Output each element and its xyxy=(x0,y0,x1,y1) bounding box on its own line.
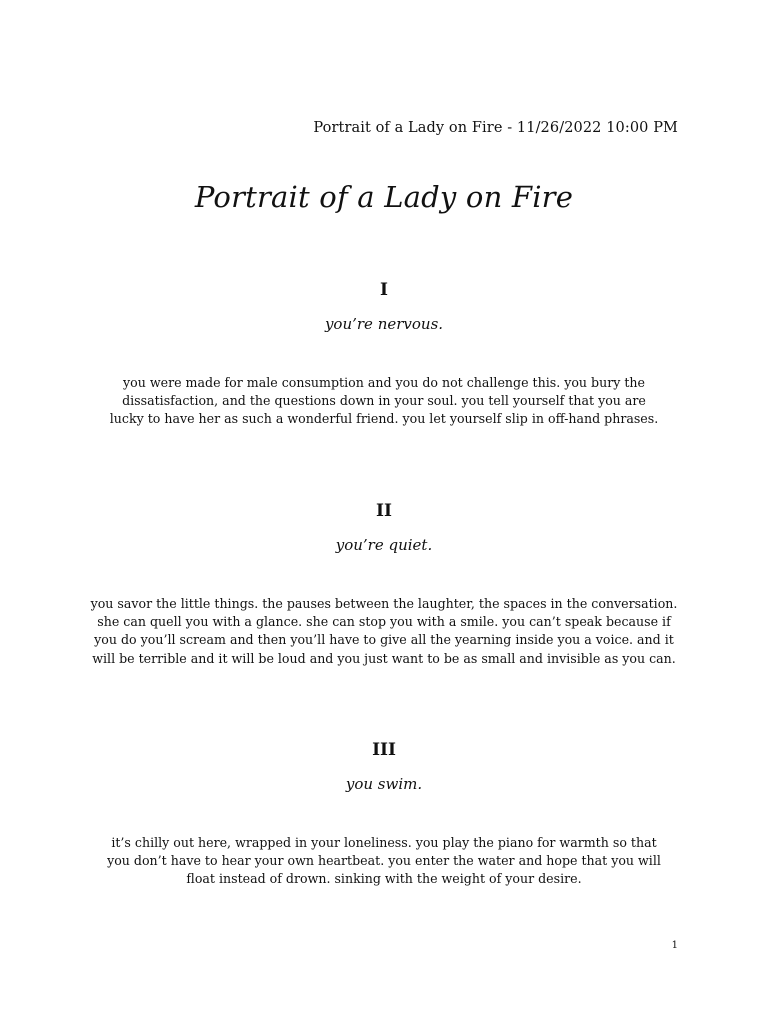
section-2 xyxy=(84,501,684,668)
section-subtitle: you swim. xyxy=(345,775,423,793)
section-body: you savor the little things. the pauses between the laughter, the spaces in the conversation. she can quell you with a glance. she can stop you with a smile. you can’t speak because if you do you’ll scream and then you’ll have to give all the yearning inside you a voice. and it will be terrible and it will be loud and you just want to be as small and invisible as you can. xyxy=(90,596,678,666)
section-numeral: III xyxy=(372,740,396,760)
section-subtitle: you’re quiet. xyxy=(335,536,433,554)
section-numeral: II xyxy=(376,501,392,521)
document-title: Portrait of a Lady on Fire xyxy=(194,180,574,214)
section-numeral: I xyxy=(380,280,388,300)
section-3 xyxy=(84,740,684,889)
section-body: you were made for male consumption and you do not challenge this. you bury the dissatisfaction, and the questions down in your soul. you tell yourself that you are lucky to have her as such a wonderful friend. you let yourself slip in off-hand phrases. xyxy=(109,375,659,427)
section-body: it’s chilly out here, wrapped in your loneliness. you play the piano for warmth so that you don’t have to hear your own heartbeat. you enter the water and hope that you will float instead of drown. sinking with the weight of your desire. xyxy=(107,835,661,887)
section-subtitle: you’re nervous. xyxy=(324,315,444,333)
page-header: Portrait of a Lady on Fire - 11/26/2022 10:00 PM xyxy=(313,120,678,136)
page-number: 1 xyxy=(671,940,678,951)
section-1 xyxy=(84,280,684,429)
